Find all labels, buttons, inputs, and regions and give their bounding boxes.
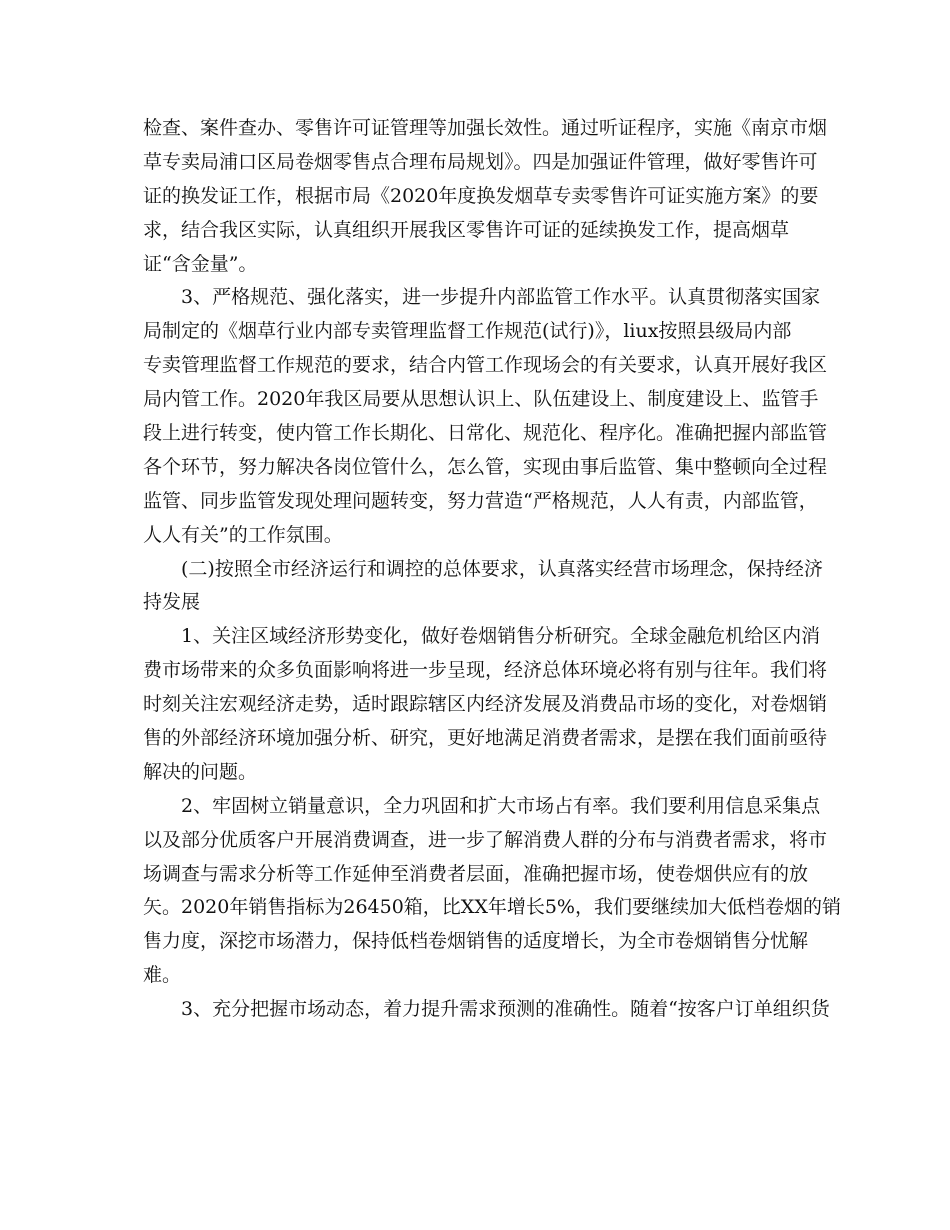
text-line: 3、严格规范、强化落实，进一步提升内部监管工作水平。认真贯彻落实国家 bbox=[143, 286, 821, 309]
text-line: 矢。2020年销售指标为26450箱，比XX年增长5%，我们要继续加大低档卷烟的销 bbox=[143, 896, 841, 919]
text-line: 解决的问题。 bbox=[143, 760, 258, 783]
text-line: 监管、同步监管发现处理问题转变，努力营造“严格规范，人人有责，内部监管， bbox=[143, 489, 818, 512]
text-line: 专卖管理监督工作规范的要求，结合内管工作现场会的有关要求，认真开展好我区 bbox=[143, 354, 828, 377]
text-line: 以及部分优质客户开展消费调查，进一步了解消费人群的分布与消费者需求，将市 bbox=[143, 828, 828, 851]
text-line: 检查、案件查办、零售许可证管理等加强长效性。通过听证程序，实施《南京市烟 bbox=[143, 117, 828, 139]
text-line: 求，结合我区实际，认真组织开展我区零售许可证的延续换发工作，提高烟草 bbox=[143, 218, 790, 241]
text-line: 证“含金量”。 bbox=[143, 252, 258, 275]
text-line: 时刻关注宏观经济走势，适时跟踪辖区内经济发展及消费品市场的变化，对卷烟销 bbox=[143, 693, 828, 716]
document-body bbox=[143, 112, 841, 1027]
text-line: 证的换发证工作，根据市局《2020年度换发烟草专卖零售许可证实施方案》的要 bbox=[143, 184, 819, 207]
text-line: 局制定的《烟草行业内部专卖管理监督工作规范(试行)》，liux按照县级局内部 bbox=[143, 320, 792, 343]
text-line: 3、充分把握市场动态，着力提升需求预测的准确性。随着“按客户订单组织货 bbox=[143, 998, 830, 1021]
text-line: 场调查与需求分析等工作延伸至消费者层面，准确把握市场，使卷烟供应有的放 bbox=[143, 862, 809, 885]
text-line: (二)按照全市经济运行和调控的总体要求，认真落实经营市场理念，保持经济 bbox=[143, 557, 823, 580]
text-line: 1、关注区域经济形势变化，做好卷烟销售分析研究。全球金融危机给区内消 bbox=[143, 625, 821, 648]
text-line: 售力度，深挖市场潜力，保持低档卷烟销售的适度增长，为全市卷烟销售分忧解 bbox=[143, 930, 809, 953]
text-line: 局内管工作。2020年我区局要从思想认识上、队伍建设上、制度建设上、监管手 bbox=[143, 388, 819, 411]
text-line: 售的外部经济环境加强分析、研究，更好地满足消费者需求，是摆在我们面前亟待 bbox=[143, 727, 828, 750]
text-line: 持发展 bbox=[143, 591, 201, 614]
text-line: 2、牢固树立销量意识，全力巩固和扩大市场占有率。我们要利用信息采集点 bbox=[143, 794, 821, 817]
text-line: 费市场带来的众多负面影响将进一步呈现，经济总体环境必将有别与往年。我们将 bbox=[143, 659, 828, 682]
text-line: 段上进行转变，使内管工作长期化、日常化、规范化、程序化。准确把握内部监管 bbox=[143, 422, 828, 445]
text-line: 草专卖局浦口区局卷烟零售点合理布局规划》。四是加强证件管理，做好零售许可 bbox=[143, 150, 818, 173]
text-line: 难。 bbox=[143, 964, 182, 987]
text-line: 人人有关”的工作氛围。 bbox=[143, 523, 343, 546]
text-line: 各个环节，努力解决各岗位管什么，怎么管，实现由事后监管、集中整顿向全过程 bbox=[143, 455, 828, 478]
